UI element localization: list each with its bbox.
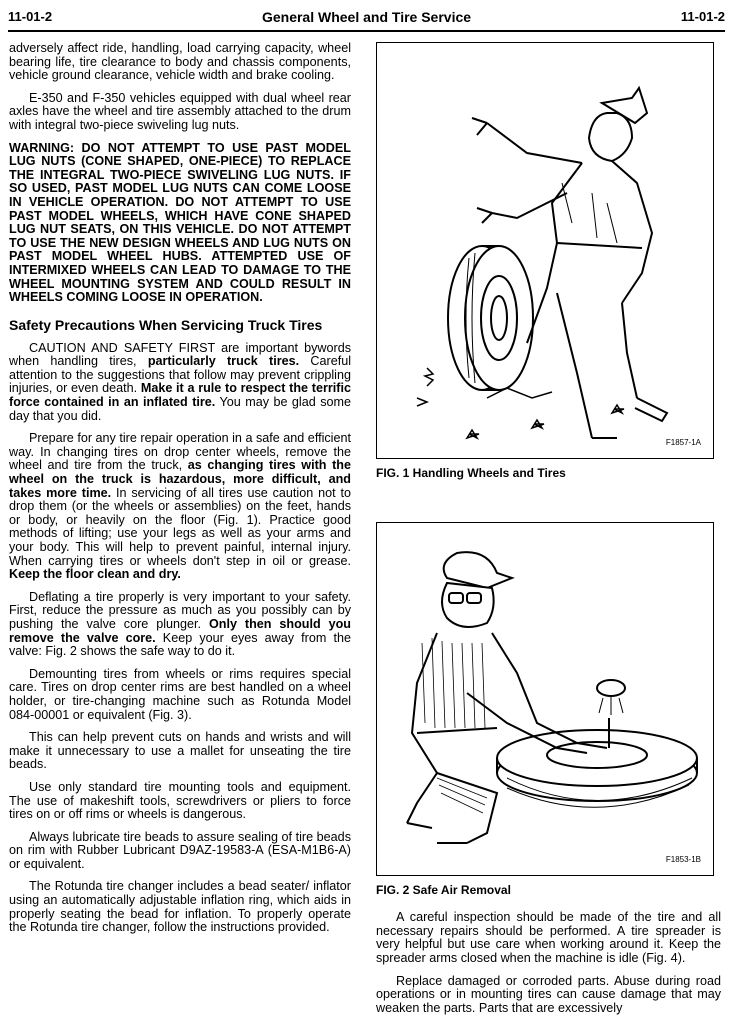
text-run: CAUTION AND SAFETY FIRST are important bywords when handling tires,: [9, 340, 351, 369]
figure-1-illustration: [377, 43, 713, 458]
right-text: [376, 911, 721, 1015]
text-run: In servicing of all tires use caution not to drop them (or the wheels or assemblies) on the feet, hands or body, or heavily on the floor (Fig. 1). Practice good methods of lifting; use your legs as well as your arms and your body. This will help to prevent painful, internal injury. When carrying tires or wheels don't step in oil or grease.: [9, 485, 351, 568]
page-number-right: 11-01-2: [680, 9, 725, 24]
paragraph-prepare: [9, 432, 351, 582]
page-header: [8, 4, 725, 32]
paragraph-inspection: A careful inspection should be made of the tire and all necessary repairs should be performed. A tire spreader is very helpful but use care when working around it. Keep the spreader arms closed when the machine is idle (Fig. 4).: [376, 910, 721, 965]
paragraph-dual-wheel: E-350 and F-350 vehicles equipped with dual wheel rear axles have the wheel and tire assembly attached to the drum with integral two-piece swiveling lug nuts.: [9, 90, 351, 132]
paragraph-standard-tools: Use only standard tire mounting tools and equipment. The use of makeshift tools, screwdrivers or pliers to force tires on or off rims or wheels is dangerous.: [9, 779, 351, 822]
text-run: Deflating a tire properly is very important to your safety. First, reduce the pressure as much as you possibly can by pushing the valve core plunger.: [9, 589, 351, 631]
paragraph-deflating: [9, 591, 351, 659]
right-column: [376, 42, 721, 1024]
text-run: You may be glad some day that you did.: [9, 395, 351, 423]
bold-run: particularly truck tires.: [147, 354, 300, 369]
figure-2-safe-air-removal: [376, 522, 714, 876]
paragraph-rotunda: The Rotunda tire changer includes a bead seater/ inflator using an automatically adjustable inflation ring, which aids in properly seating the bead for inflation. To properly operate the Rotunda tire changer, follow the instructions provided.: [9, 879, 351, 935]
paragraph-lubricate: Always lubricate tire beads to assure sealing of tire beads on rim with Rubber Lubricant D9AZ-19583-A (ESA-M1B6-A) or equivalent.: [9, 829, 351, 871]
left-column: [9, 42, 351, 944]
text-run: Keep your eyes away from the valve: Fig. 2 shows the safe way to do it.: [9, 630, 351, 659]
bold-run: as changing tires with the wheel on the truck is hazardous, more difficult, and takes more time.: [9, 458, 351, 500]
text-run: Prepare for any tire repair operation in a safe and efficient way. In changing tires on drop center wheels, remove the wheel and tire from the truck,: [9, 431, 351, 473]
paragraph-continued: adversely affect ride, handling, load carrying capacity, wheel bearing life, tire clearance to body and chassis components, vehicle ground clearance, vehicle width and brake cooling.: [9, 41, 351, 83]
figure-2-caption: FIG. 2 Safe Air Removal: [376, 882, 511, 897]
paragraph-caution: [9, 342, 351, 424]
figure-1-caption: FIG. 1 Handling Wheels and Tires: [376, 466, 566, 480]
text-run: Careful attention to the suggestions that follow may prevent crippling injuries, or even death.: [9, 354, 352, 396]
bold-run: Keep the floor clean and dry.: [9, 567, 181, 582]
bold-run: Only then should you remove the valve core.: [9, 616, 351, 645]
figure-2-illustration: [377, 523, 713, 875]
section-heading: Safety Precautions When Servicing Truck Tires: [9, 316, 323, 333]
page-number-left: 11-01-2: [8, 9, 53, 24]
paragraph-prevent-cuts: This can help prevent cuts on hands and wrists and will make it unnecessary to use a mallet for unseating the tire beads.: [9, 730, 351, 772]
figure-1-handling-wheels: [376, 42, 714, 459]
paragraph-replace-parts: Replace damaged or corroded parts. Abuse during road operations or in mounting tires can cause damage that may weaken the parts. Parts that are excessively: [376, 973, 721, 1015]
figure-2-code: F1853-1B: [665, 855, 701, 864]
warning-block: WARNING: DO NOT ATTEMPT TO USE PAST MODEL LUG NUTS (CONE SHAPED, ONE-PIECE) TO REPLACE THE INTEGRAL TWO-PIECE SWIVELING LUG NUTS. IF SO USED, PAST MODEL LUG NUTS CAN COME LOOSE IN VEHICLE OPERATION. DO NOT ATTEMPT TO USE PAST MODEL WHEELS, WHICH HAVE CONE SHAPED LUG NUT SEATS, ON THIS VEHICLE. DO NOT ATTEMPT TO USE THE NEW DESIGN WHEELS AND LUG NUTS ON PAST MODEL WHEEL HUBS. ATTEMPTED USE OF INTERMIXED WHEELS CAN LEAD TO DAMAGE TO THE WHEEL MOUNTING SYSTEM AND COULD RESULT IN WHEELS COMING LOOSE IN OPERATION.: [9, 140, 351, 305]
paragraph-demounting: Demounting tires from wheels or rims requires special care. Tires on drop center rims are best handled on a wheel holder, or tire-changing machine such as Rotunda Model 084-00001 or equivalent (Fig. 3).: [9, 666, 351, 722]
figure-1-code: F1857-1A: [665, 438, 701, 448]
page-title: General Wheel and Tire Service: [261, 9, 472, 25]
bold-run: Make it a rule to respect the terrific force contained in an inflated tire.: [9, 381, 351, 410]
